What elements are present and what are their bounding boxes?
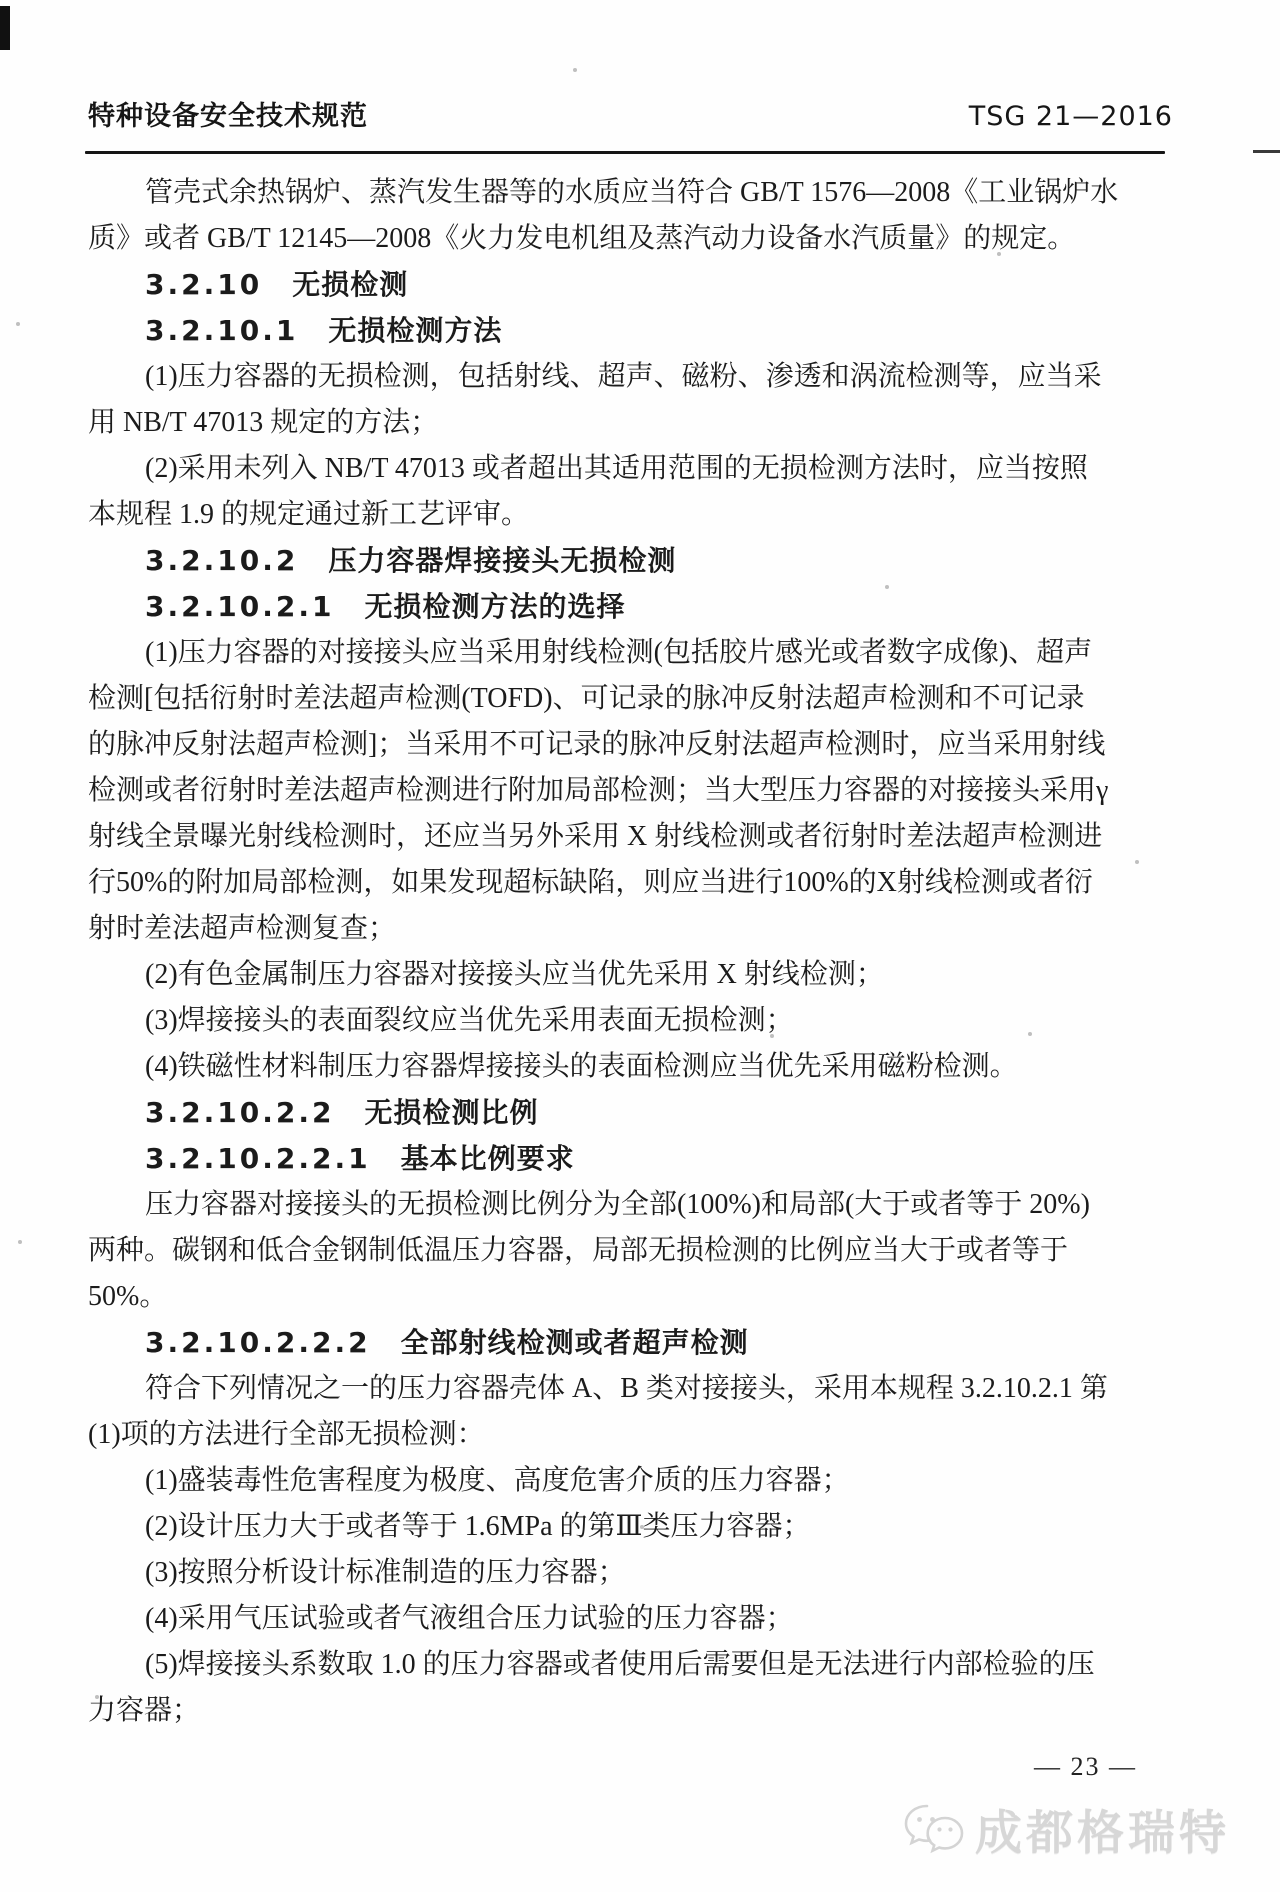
text-line: 力容器； (88, 1695, 201, 1726)
text-line: (2)有色金属制压力容器对接接头应当优先采用 X 射线检测； (145, 959, 884, 990)
text-line: 本规程 1.9 的规定通过新工艺评审。 (88, 499, 530, 530)
text-line: 检测[包括衍射时差法超声检测(TOFD)、可记录的脉冲反射法超声检测和不可记录 (88, 683, 1085, 714)
section-title: 全部射线检测或者超声检测 (400, 1326, 749, 1359)
section-title: 基本比例要求 (400, 1142, 575, 1175)
section-number: 3.2.10.2.1 (145, 590, 335, 623)
text-line: (1)压力容器的无损检测，包括射线、超声、磁粉、渗透和涡流检测等，应当采 (145, 361, 1102, 392)
heading-line (88, 1320, 1173, 1366)
text-line: (1)盛装毒性危害程度为极度、高度危害介质的压力容器； (145, 1465, 850, 1496)
text-line: 行50%的附加局部检测，如果发现超标缺陷，则应当进行100%的X射线检测或者衍 (88, 867, 1093, 898)
section-title: 无损检测 (292, 268, 409, 301)
section-title: 压力容器焊接接头无损检测 (328, 544, 677, 577)
page-header (88, 94, 1173, 133)
text-line: (2)设计压力大于或者等于 1.6MPa 的第Ⅲ类压力容器； (145, 1511, 811, 1542)
text-line: 质》或者 GB/T 12145—2008《火力发电机组及蒸汽动力设备水汽质量》的规定。 (88, 223, 1076, 254)
heading-line (88, 538, 1173, 584)
heading-line (88, 262, 1173, 308)
text-line: (1)项的方法进行全部无损检测： (88, 1419, 485, 1450)
section-title: 无损检测方法的选择 (364, 590, 626, 623)
text-line: (4)采用气压试验或者气液组合压力试验的压力容器； (145, 1603, 794, 1634)
section-number: 3.2.10 (145, 268, 263, 301)
heading-line (88, 584, 1173, 630)
text-line: 压力容器对接接头的无损检测比例分为全部(100%)和局部(大于或者等于 20%) (145, 1189, 1090, 1220)
header-rule (85, 151, 1165, 154)
scan-artifact (18, 1240, 22, 1244)
scan-artifact (573, 68, 577, 72)
text-line: 符合下列情况之一的压力容器壳体 A、B 类对接接头，采用本规程 3.2.10.2.1 第 (145, 1373, 1108, 1404)
watermark (903, 1796, 1230, 1863)
heading-line (88, 308, 1173, 354)
section-number: 3.2.10.2.2.2 (145, 1326, 371, 1359)
section-number: 3.2.10.2.2 (145, 1096, 335, 1129)
scan-artifact (16, 322, 20, 326)
section-number: 3.2.10.2.2.1 (145, 1142, 371, 1175)
header-spec-title: 特种设备安全技术规范 (88, 101, 368, 132)
section-title: 无损检测比例 (364, 1096, 539, 1129)
text-line: (3)焊接接头的表面裂纹应当优先采用表面无损检测； (145, 1005, 794, 1036)
watermark-text: 成都格瑞特 (975, 1806, 1230, 1861)
section-title: 无损检测方法 (328, 314, 503, 347)
text-line: 两种。碳钢和低合金钢制低温压力容器，局部无损检测的比例应当大于或者等于 (88, 1235, 1069, 1266)
text-line: (3)按照分析设计标准制造的压力容器； (145, 1557, 626, 1588)
section-number: 3.2.10.1 (145, 314, 299, 347)
heading-line (88, 1090, 1173, 1136)
text-line: (1)压力容器的对接接头应当采用射线检测(包括胶片感光或者数字成像)、超声 (145, 637, 1093, 668)
scan-artifact (0, 6, 10, 50)
text-line: (5)焊接接头系数取 1.0 的压力容器或者使用后需要但是无法进行内部检验的压 (145, 1649, 1095, 1680)
section-number: 3.2.10.2 (145, 544, 299, 577)
header-doc-code: TSG 21—2016 (968, 101, 1173, 132)
wechat-icon (903, 1802, 965, 1858)
text-line: 射线全景曝光射线检测时，还应当另外采用 X 射线检测或者衍射时差法超声检测进 (88, 821, 1103, 852)
scan-artifact (1253, 150, 1280, 153)
text-line: 射时差法超声检测复查； (88, 913, 397, 944)
text-line: 50%。 (88, 1281, 168, 1312)
text-line: 的脉冲反射法超声检测]；当采用不可记录的脉冲反射法超声检测时，应当采用射线 (88, 729, 1106, 760)
text-line: 管壳式余热锅炉、蒸汽发生器等的水质应当符合 GB/T 1576—2008《工业锅炉水 (145, 177, 1119, 208)
text-line: (2)采用未列入 NB/T 47013 或者超出其适用范围的无损检测方法时，应当按照 (145, 453, 1088, 484)
content-lines (88, 170, 1173, 1734)
text-line: 用 NB/T 47013 规定的方法； (88, 407, 439, 438)
text-line: (4)铁磁性材料制压力容器焊接接头的表面检测应当优先采用磁粉检测。 (145, 1051, 1018, 1082)
heading-line (88, 1136, 1173, 1182)
page-number: — 23 — (1034, 1752, 1137, 1781)
text-line: 检测或者衍射时差法超声检测进行附加局部检测；当大型压力容器的对接接头采用γ (88, 775, 1109, 806)
